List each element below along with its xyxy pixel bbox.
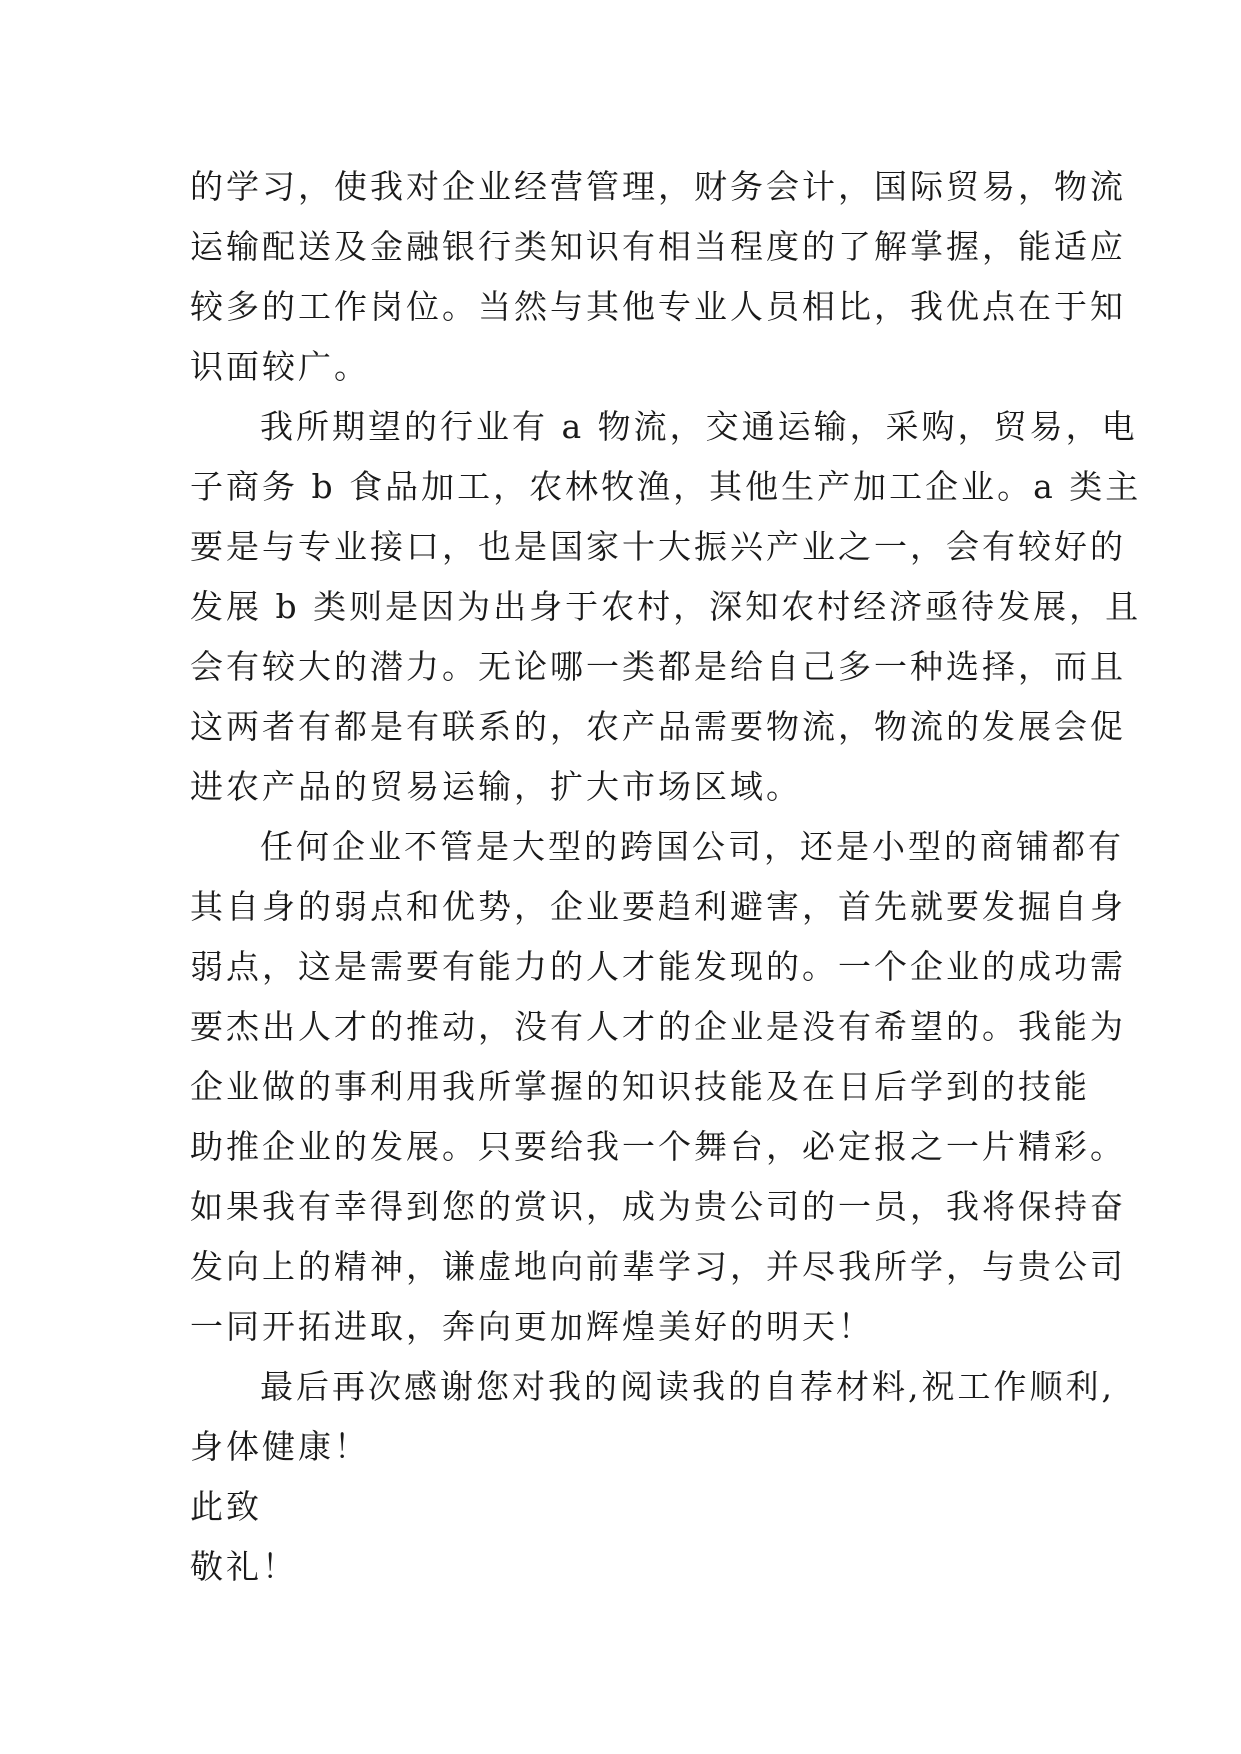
text-line: 识面较广。 (190, 347, 370, 386)
paragraph-start-line: 最后再次感谢您对我的阅读我的自荐材料,祝工作顺利, (260, 1367, 1115, 1406)
text-line: 要杰出人才的推动，没有人才的企业是没有希望的。我能为 (190, 1007, 1126, 1046)
text-line: 如果我有幸得到您的赏识，成为贵公司的一员，我将保持奋 (190, 1187, 1126, 1226)
text-line: 较多的工作岗位。当然与其他专业人员相比，我优点在于知 (190, 287, 1126, 326)
text-line: 这两者有都是有联系的，农产品需要物流，物流的发展会促 (190, 707, 1126, 746)
text-line: 弱点，这是需要有能力的人才能发现的。一个企业的成功需 (190, 947, 1126, 986)
text-line: 发向上的精神，谦虚地向前辈学习，并尽我所学，与贵公司 (190, 1247, 1126, 1286)
text-line: 其自身的弱点和优势，企业要趋利避害，首先就要发掘自身 (190, 887, 1126, 926)
text-line: 运输配送及金融银行类知识有相当程度的了解掌握，能适应 (190, 227, 1126, 266)
text-line: 要是与专业接口，也是国家十大振兴产业之一，会有较好的 (190, 527, 1126, 566)
paragraph-start-line: 任何企业不管是大型的跨国公司，还是小型的商铺都有 (260, 827, 1124, 866)
text-line: 一同开拓进取，奔向更加辉煌美好的明天！ (190, 1307, 874, 1346)
letter-body (190, 157, 1142, 1597)
closing-salutation: 此致 (190, 1487, 262, 1526)
text-line: 发展 b 类则是因为出身于农村，深知农村经济亟待发展，且 (190, 587, 1142, 626)
closing-regards: 敬礼！ (190, 1547, 298, 1586)
text-line: 企业做的事利用我所掌握的知识技能及在日后学到的技能 (190, 1067, 1090, 1106)
text-line: 子商务 b 食品加工，农林牧渔，其他生产加工企业。a 类主 (190, 467, 1142, 506)
text-line: 助推企业的发展。只要给我一个舞台，必定报之一片精彩。 (190, 1127, 1126, 1166)
text-line: 的学习，使我对企业经营管理，财务会计，国际贸易，物流 (190, 167, 1126, 206)
text-line: 身体健康！ (190, 1427, 370, 1466)
paragraph-start-line: 我所期望的行业有 a 物流，交通运输，采购，贸易，电 (260, 407, 1138, 446)
text-line: 进农产品的贸易运输，扩大市场区域。 (190, 767, 802, 806)
text-line: 会有较大的潜力。无论哪一类都是给自己多一种选择，而且 (190, 647, 1126, 686)
